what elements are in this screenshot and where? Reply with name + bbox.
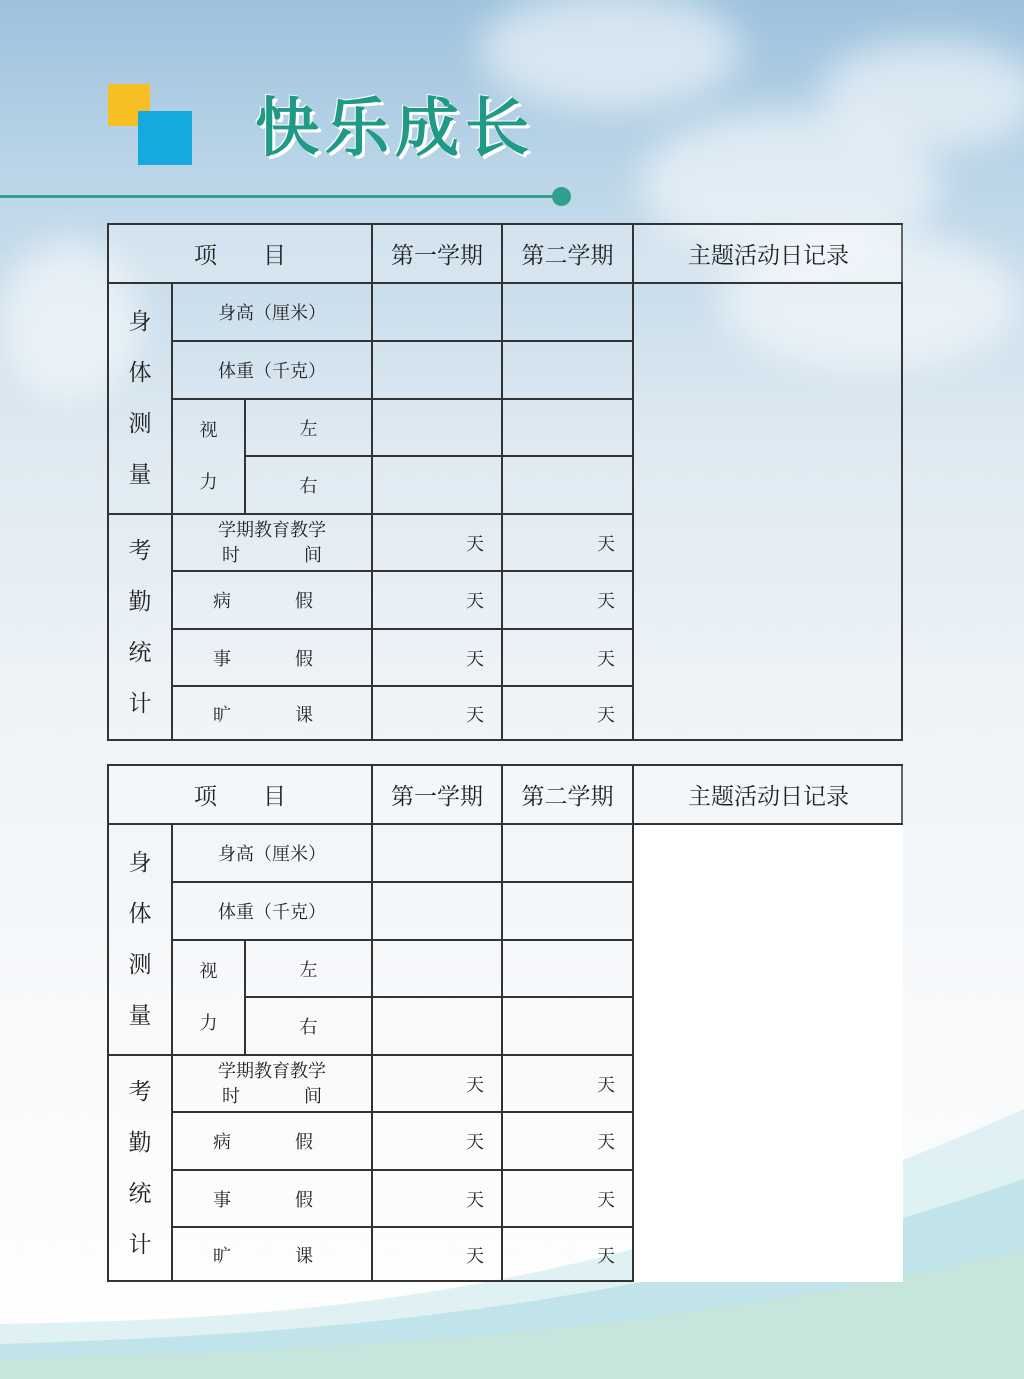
weight-term1-cell[interactable] xyxy=(371,340,501,398)
char: 假 xyxy=(295,1132,313,1153)
record-table-2 xyxy=(107,764,903,1282)
weight-label: 体重（千克） xyxy=(171,340,371,398)
height-label: 身高（厘米） xyxy=(171,823,371,881)
attendance-section-label xyxy=(109,513,171,741)
char: 假 xyxy=(295,648,313,670)
label-char: 量 xyxy=(128,461,152,488)
label-char: 勤 xyxy=(128,589,152,615)
teaching-time-line1: 学期教育教学 xyxy=(218,519,326,541)
teaching-time-line2 xyxy=(222,1084,322,1109)
vision-char: 力 xyxy=(199,471,218,493)
height-term2-cell[interactable] xyxy=(501,282,632,340)
label-char: 勤 xyxy=(128,1130,152,1156)
vision-left-label: 左 xyxy=(244,398,371,455)
teaching-time-term1-cell[interactable]: 天 xyxy=(371,513,501,570)
sick-leave-term1-cell[interactable]: 天 xyxy=(371,1111,501,1169)
absence-term2-cell[interactable]: 天 xyxy=(501,1226,632,1282)
header-term2: 第二学期 xyxy=(501,766,632,823)
char: 旷 xyxy=(213,1246,231,1267)
activity-notes-area[interactable] xyxy=(632,282,903,741)
vision-left-term1-cell[interactable] xyxy=(371,939,501,996)
body-section-label xyxy=(109,282,171,513)
label-char: 计 xyxy=(128,691,152,717)
personal-leave-term1-cell[interactable]: 天 xyxy=(371,1169,501,1226)
label-char: 测 xyxy=(128,410,152,437)
absence-label xyxy=(171,1226,371,1282)
label-char: 测 xyxy=(128,951,152,978)
label-char: 考 xyxy=(128,1079,152,1105)
absence-label xyxy=(171,685,371,741)
vision-left-term1-cell[interactable] xyxy=(371,398,501,455)
height-term2-cell[interactable] xyxy=(501,823,632,881)
vision-left-term2-cell[interactable] xyxy=(501,398,632,455)
teaching-time-term2-cell[interactable]: 天 xyxy=(501,1054,632,1111)
char: 旷 xyxy=(213,705,231,726)
sick-leave-term2-cell[interactable]: 天 xyxy=(501,570,632,628)
title-underline xyxy=(0,195,560,198)
weight-label: 体重（千克） xyxy=(171,881,371,939)
sick-leave-term2-cell[interactable]: 天 xyxy=(501,1111,632,1169)
personal-leave-term2-cell[interactable]: 天 xyxy=(501,1169,632,1226)
body-section-label xyxy=(109,823,171,1054)
char: 课 xyxy=(295,705,313,726)
char: 假 xyxy=(295,1189,313,1211)
teaching-time-label xyxy=(171,513,371,570)
header-notes: 主题活动日记录 xyxy=(632,225,903,282)
teaching-time-label xyxy=(171,1054,371,1111)
teaching-time-line1: 学期教育教学 xyxy=(218,1060,326,1082)
vision-left-label: 左 xyxy=(244,939,371,996)
vision-char: 力 xyxy=(199,1012,218,1034)
record-table-1 xyxy=(107,223,903,741)
label-char: 统 xyxy=(128,1181,152,1207)
vision-label xyxy=(171,398,244,513)
height-term1-cell[interactable] xyxy=(371,823,501,881)
vision-left-term2-cell[interactable] xyxy=(501,939,632,996)
char: 时 xyxy=(222,544,240,566)
label-char: 身 xyxy=(128,308,152,335)
char: 病 xyxy=(213,1132,231,1153)
label-char: 体 xyxy=(128,900,152,927)
header-term1: 第一学期 xyxy=(371,225,501,282)
vision-right-term2-cell[interactable] xyxy=(501,996,632,1054)
page-title: 快乐成长 xyxy=(255,92,535,166)
label-char: 考 xyxy=(128,538,152,564)
underline-dot xyxy=(552,187,571,206)
personal-leave-term1-cell[interactable]: 天 xyxy=(371,628,501,685)
personal-leave-term2-cell[interactable]: 天 xyxy=(501,628,632,685)
label-char: 体 xyxy=(128,359,152,386)
label-char: 统 xyxy=(128,640,152,666)
header-term1: 第一学期 xyxy=(371,766,501,823)
char: 事 xyxy=(213,1189,231,1211)
char: 间 xyxy=(304,1085,322,1107)
label-char: 计 xyxy=(128,1232,152,1258)
weight-term2-cell[interactable] xyxy=(501,340,632,398)
teaching-time-term2-cell[interactable]: 天 xyxy=(501,513,632,570)
header-notes: 主题活动日记录 xyxy=(632,766,903,823)
header-term2: 第二学期 xyxy=(501,225,632,282)
char: 课 xyxy=(295,1246,313,1267)
char: 时 xyxy=(222,1085,240,1107)
vision-char: 视 xyxy=(199,960,218,982)
vision-right-term2-cell[interactable] xyxy=(501,455,632,513)
sick-leave-label xyxy=(171,1111,371,1169)
teaching-time-term1-cell[interactable]: 天 xyxy=(371,1054,501,1111)
teaching-time-line2 xyxy=(222,543,322,568)
activity-notes-area[interactable] xyxy=(632,823,903,1282)
height-term1-cell[interactable] xyxy=(371,282,501,340)
char: 病 xyxy=(213,591,231,612)
attendance-section-label xyxy=(109,1054,171,1282)
blue-square-decoration xyxy=(138,111,192,165)
char: 假 xyxy=(295,591,313,612)
char: 事 xyxy=(213,648,231,670)
header-item: 项 目 xyxy=(109,766,371,823)
char: 间 xyxy=(304,544,322,566)
weight-term2-cell[interactable] xyxy=(501,881,632,939)
vision-char: 视 xyxy=(199,419,218,441)
vision-right-term1-cell[interactable] xyxy=(371,455,501,513)
vision-right-term1-cell[interactable] xyxy=(371,996,501,1054)
header-item: 项 目 xyxy=(109,225,371,282)
weight-term1-cell[interactable] xyxy=(371,881,501,939)
vision-right-label: 右 xyxy=(244,996,371,1054)
height-label: 身高（厘米） xyxy=(171,282,371,340)
sick-leave-label xyxy=(171,570,371,628)
personal-leave-label xyxy=(171,628,371,685)
vision-right-label: 右 xyxy=(244,455,371,513)
label-char: 身 xyxy=(128,849,152,876)
vision-label xyxy=(171,939,244,1054)
label-char: 量 xyxy=(128,1002,152,1029)
absence-term1-cell[interactable]: 天 xyxy=(371,1226,501,1282)
sick-leave-term1-cell[interactable]: 天 xyxy=(371,570,501,628)
absence-term2-cell[interactable]: 天 xyxy=(501,685,632,741)
absence-term1-cell[interactable]: 天 xyxy=(371,685,501,741)
personal-leave-label xyxy=(171,1169,371,1226)
